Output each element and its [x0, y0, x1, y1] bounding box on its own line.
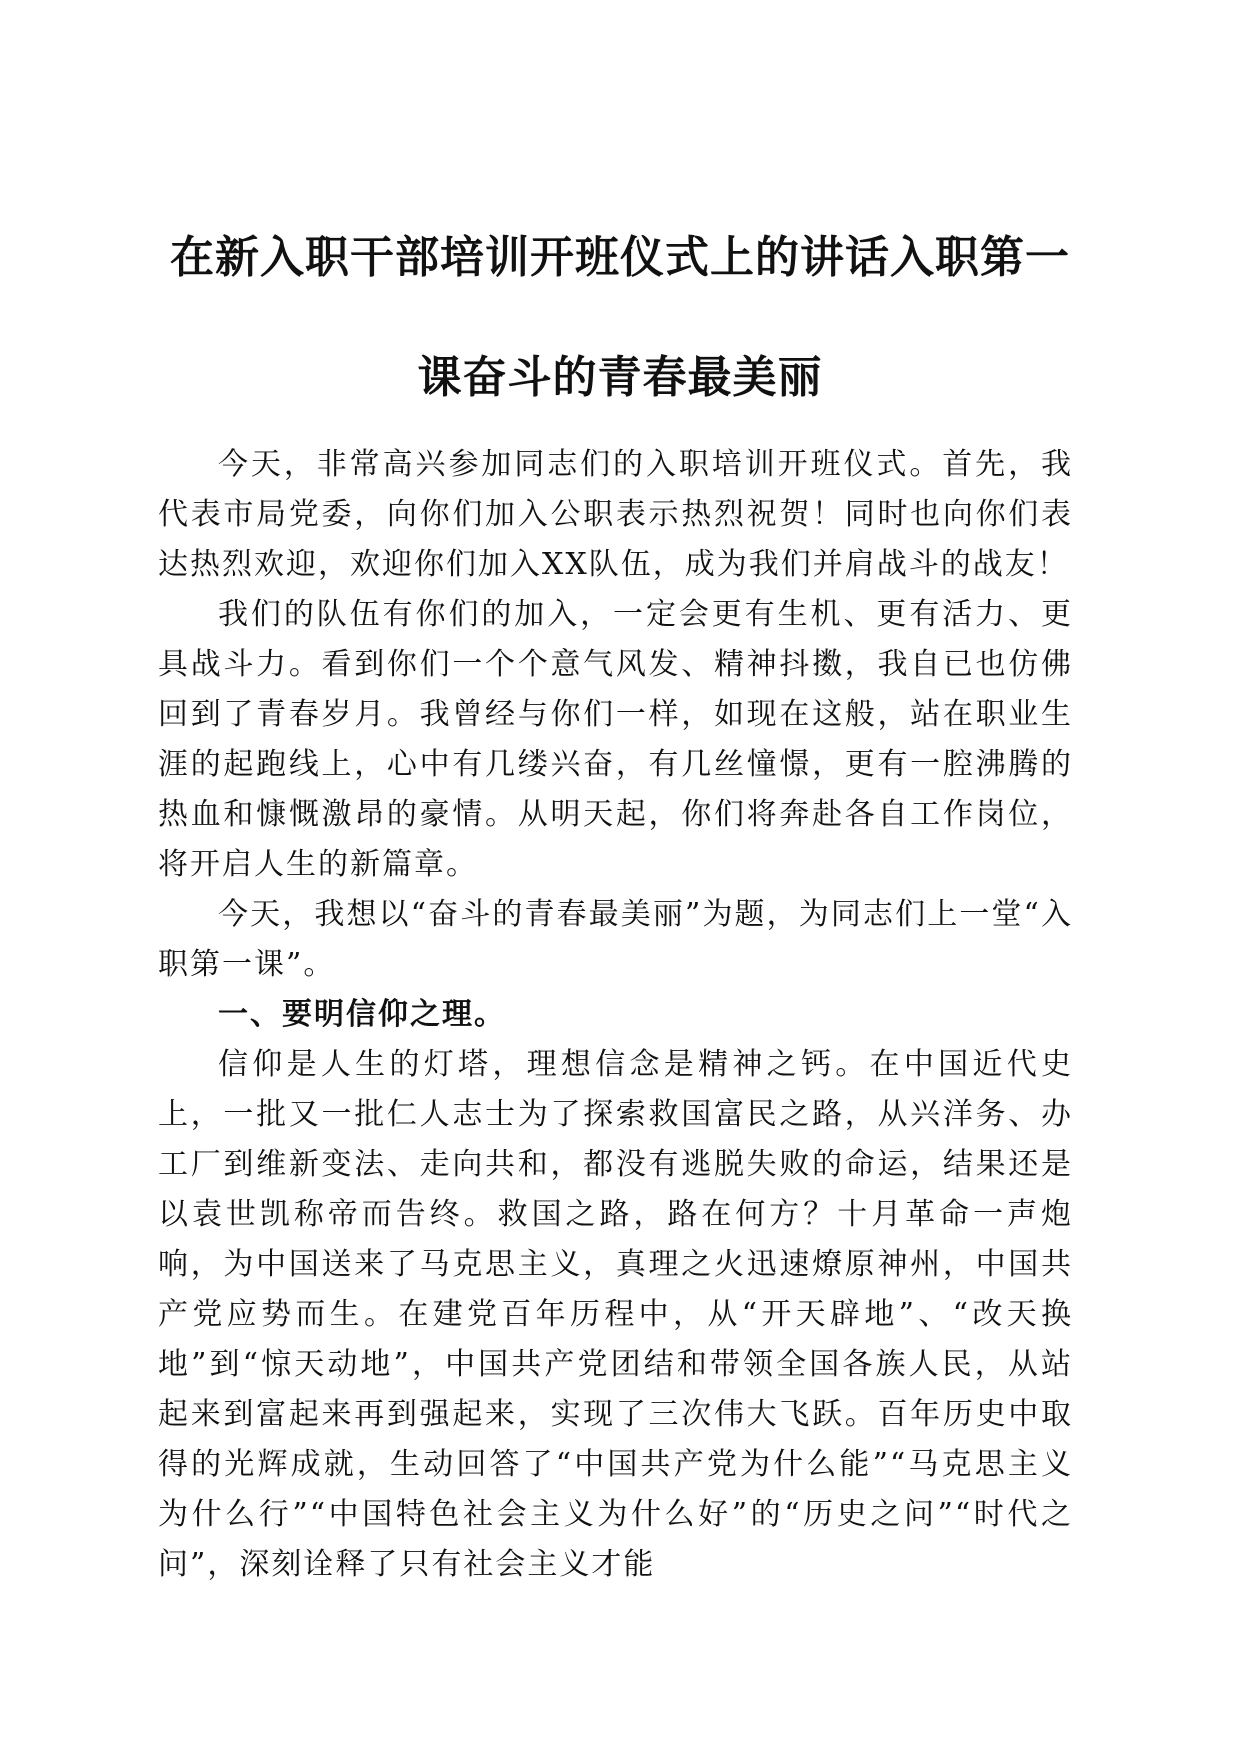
document-body [158, 440, 1073, 1590]
paragraph-team: 我们的队伍有你们的加入，一定会更有生机、更有活力、更具战斗力。看到你们一个个意气风发、精神抖擞，我自已也仿佛回到了青春岁月。我曾经与你们一样，如现在这般，站在职业生涯的起跑线上，心中有几缕兴奋，有几丝憧憬，更有一腔沸腾的热血和慷慨激昂的豪情。从明天起，你们将奔赴各自工作岗位，将开启人生的新篇章。 [158, 597, 1073, 882]
document-title-line-1: 在新入职干部培训开班仪式上的讲话入职第一 [170, 232, 1070, 283]
section-heading: 一、要明信仰之理。 [218, 997, 506, 1032]
paragraph-faith: 信仰是人生的灯塔，理想信念是精神之钙。在中国近代史上，一批又一批仁人志士为了探索救国富民之路，从兴洋务、办工厂到维新变法、走向共和，都没有逃脱失败的命运，结果还是以袁世凯称帝而告终。救国之路，路在何方？十月革命一声炮响，为中国送来了马克思主义，真理之火迅速燎原神州，中国共产党应势而生。在建党百年历程中，从“开天辟地”、“改天换地”到“惊天动地”，中国共产党团结和带领全国各族人民，从站起来到富起来再到强起来，实现了三次伟大飞跃。百年历史中取得的光辉成就，生动回答了“中国共产党为什么能”“马克思主义为什么行”“中国特色社会主义为什么好”的“历史之问”“时代之问”，深刻诠释了只有社会主义才能 [158, 1047, 1073, 1582]
paragraph-opening: 今天，非常高兴参加同志们的入职培训开班仪式。首先，我代表市局党委，向你们加入公职表示热烈祝贺！同时也向你们表达热烈欢迎，欢迎你们加入XX队伍，成为我们并肩战斗的战友！ [158, 447, 1073, 582]
paragraph-topic: 今天，我想以“奋斗的青春最美丽”为题，为同志们上一堂“入职第一课”。 [158, 897, 1073, 982]
document-title-line-2: 课奋斗的青春最美丽 [417, 352, 823, 403]
